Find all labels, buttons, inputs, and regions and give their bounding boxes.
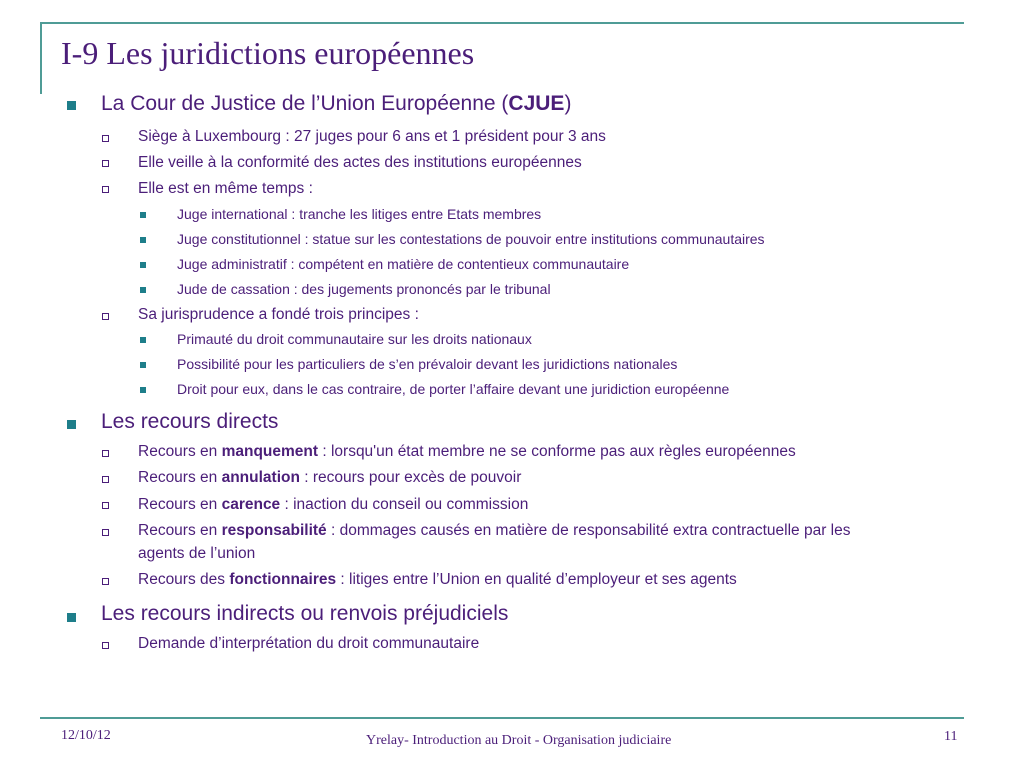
square-bullet-icon (67, 613, 76, 622)
bullet-item: Siège à Luxembourg : 27 juges pour 6 ans et 1 président pour 3 ans (138, 128, 606, 145)
bullet-item: Droit pour eux, dans le cas contraire, de porter l’affaire devant une juridiction européenne (177, 381, 730, 397)
hollow-square-bullet-icon (102, 135, 109, 142)
hollow-square-bullet-icon (102, 186, 109, 193)
bullet-item: Juge constitutionnel : statue sur les contestations de pouvoir entre institutions communautaires (177, 231, 765, 247)
bullet-item: Recours des fonctionnaires : litiges entre l’Union en qualité d’employeur et ses agents (138, 571, 737, 588)
bullet-item: Recours en annulation : recours pour excès de pouvoir (138, 469, 522, 486)
hollow-square-bullet-icon (102, 160, 109, 167)
slide-number: 11 (944, 729, 958, 744)
bullet-item: Jude de cassation : des jugements prononcés par le tribunal (177, 281, 551, 297)
bullet-item-continuation: agents de l’union (138, 545, 256, 562)
bullet-item: Les recours directs (101, 410, 279, 433)
bullet-item: Primauté du droit communautaire sur les droits nationaux (177, 331, 532, 347)
square-bullet-icon (140, 362, 146, 368)
bullet-item: Possibilité pour les particuliers de s’en prévaloir devant les juridictions nationales (177, 356, 678, 372)
bullet-item: Recours en carence : inaction du conseil ou commission (138, 496, 529, 513)
hollow-square-bullet-icon (102, 313, 109, 320)
footer-title: Yrelay- Introduction au Droit - Organisation judiciaire (366, 733, 672, 748)
hollow-square-bullet-icon (102, 450, 109, 457)
bullet-item: Elle est en même temps : (138, 180, 313, 197)
bullet-item: Juge international : tranche les litiges entre Etats membres (177, 206, 542, 222)
bottom-rule (40, 717, 964, 719)
bullet-item: Les recours indirects ou renvois préjudiciels (101, 602, 509, 625)
bullet-item: Elle veille à la conformité des actes des institutions européennes (138, 154, 582, 171)
square-bullet-icon (140, 287, 146, 293)
hollow-square-bullet-icon (102, 529, 109, 536)
square-bullet-icon (140, 212, 146, 218)
bullet-item: Demande d’interprétation du droit communautaire (138, 635, 480, 652)
bullet-item: Recours en responsabilité : dommages causés en matière de responsabilité extra contractuelle par les (138, 522, 851, 539)
square-bullet-icon (67, 420, 76, 429)
square-bullet-icon (140, 387, 146, 393)
hollow-square-bullet-icon (102, 578, 109, 585)
bullet-item: Recours en manquement : lorsqu'un état membre ne se conforme pas aux règles européennes (138, 443, 796, 460)
hollow-square-bullet-icon (102, 642, 109, 649)
slide-title: I-9 Les juridictions européennes (61, 35, 475, 71)
square-bullet-icon (140, 337, 146, 343)
hollow-square-bullet-icon (102, 476, 109, 483)
footer-date: 12/10/12 (61, 728, 111, 743)
bullet-item: Sa jurisprudence a fondé trois principes : (138, 306, 419, 323)
bullet-item: La Cour de Justice de l’Union Européenne (CJUE) (101, 92, 572, 115)
bullet-item: Juge administratif : compétent en matière de contentieux communautaire (177, 256, 630, 272)
square-bullet-icon (140, 262, 146, 268)
square-bullet-icon (140, 237, 146, 243)
hollow-square-bullet-icon (102, 502, 109, 509)
square-bullet-icon (67, 101, 76, 110)
